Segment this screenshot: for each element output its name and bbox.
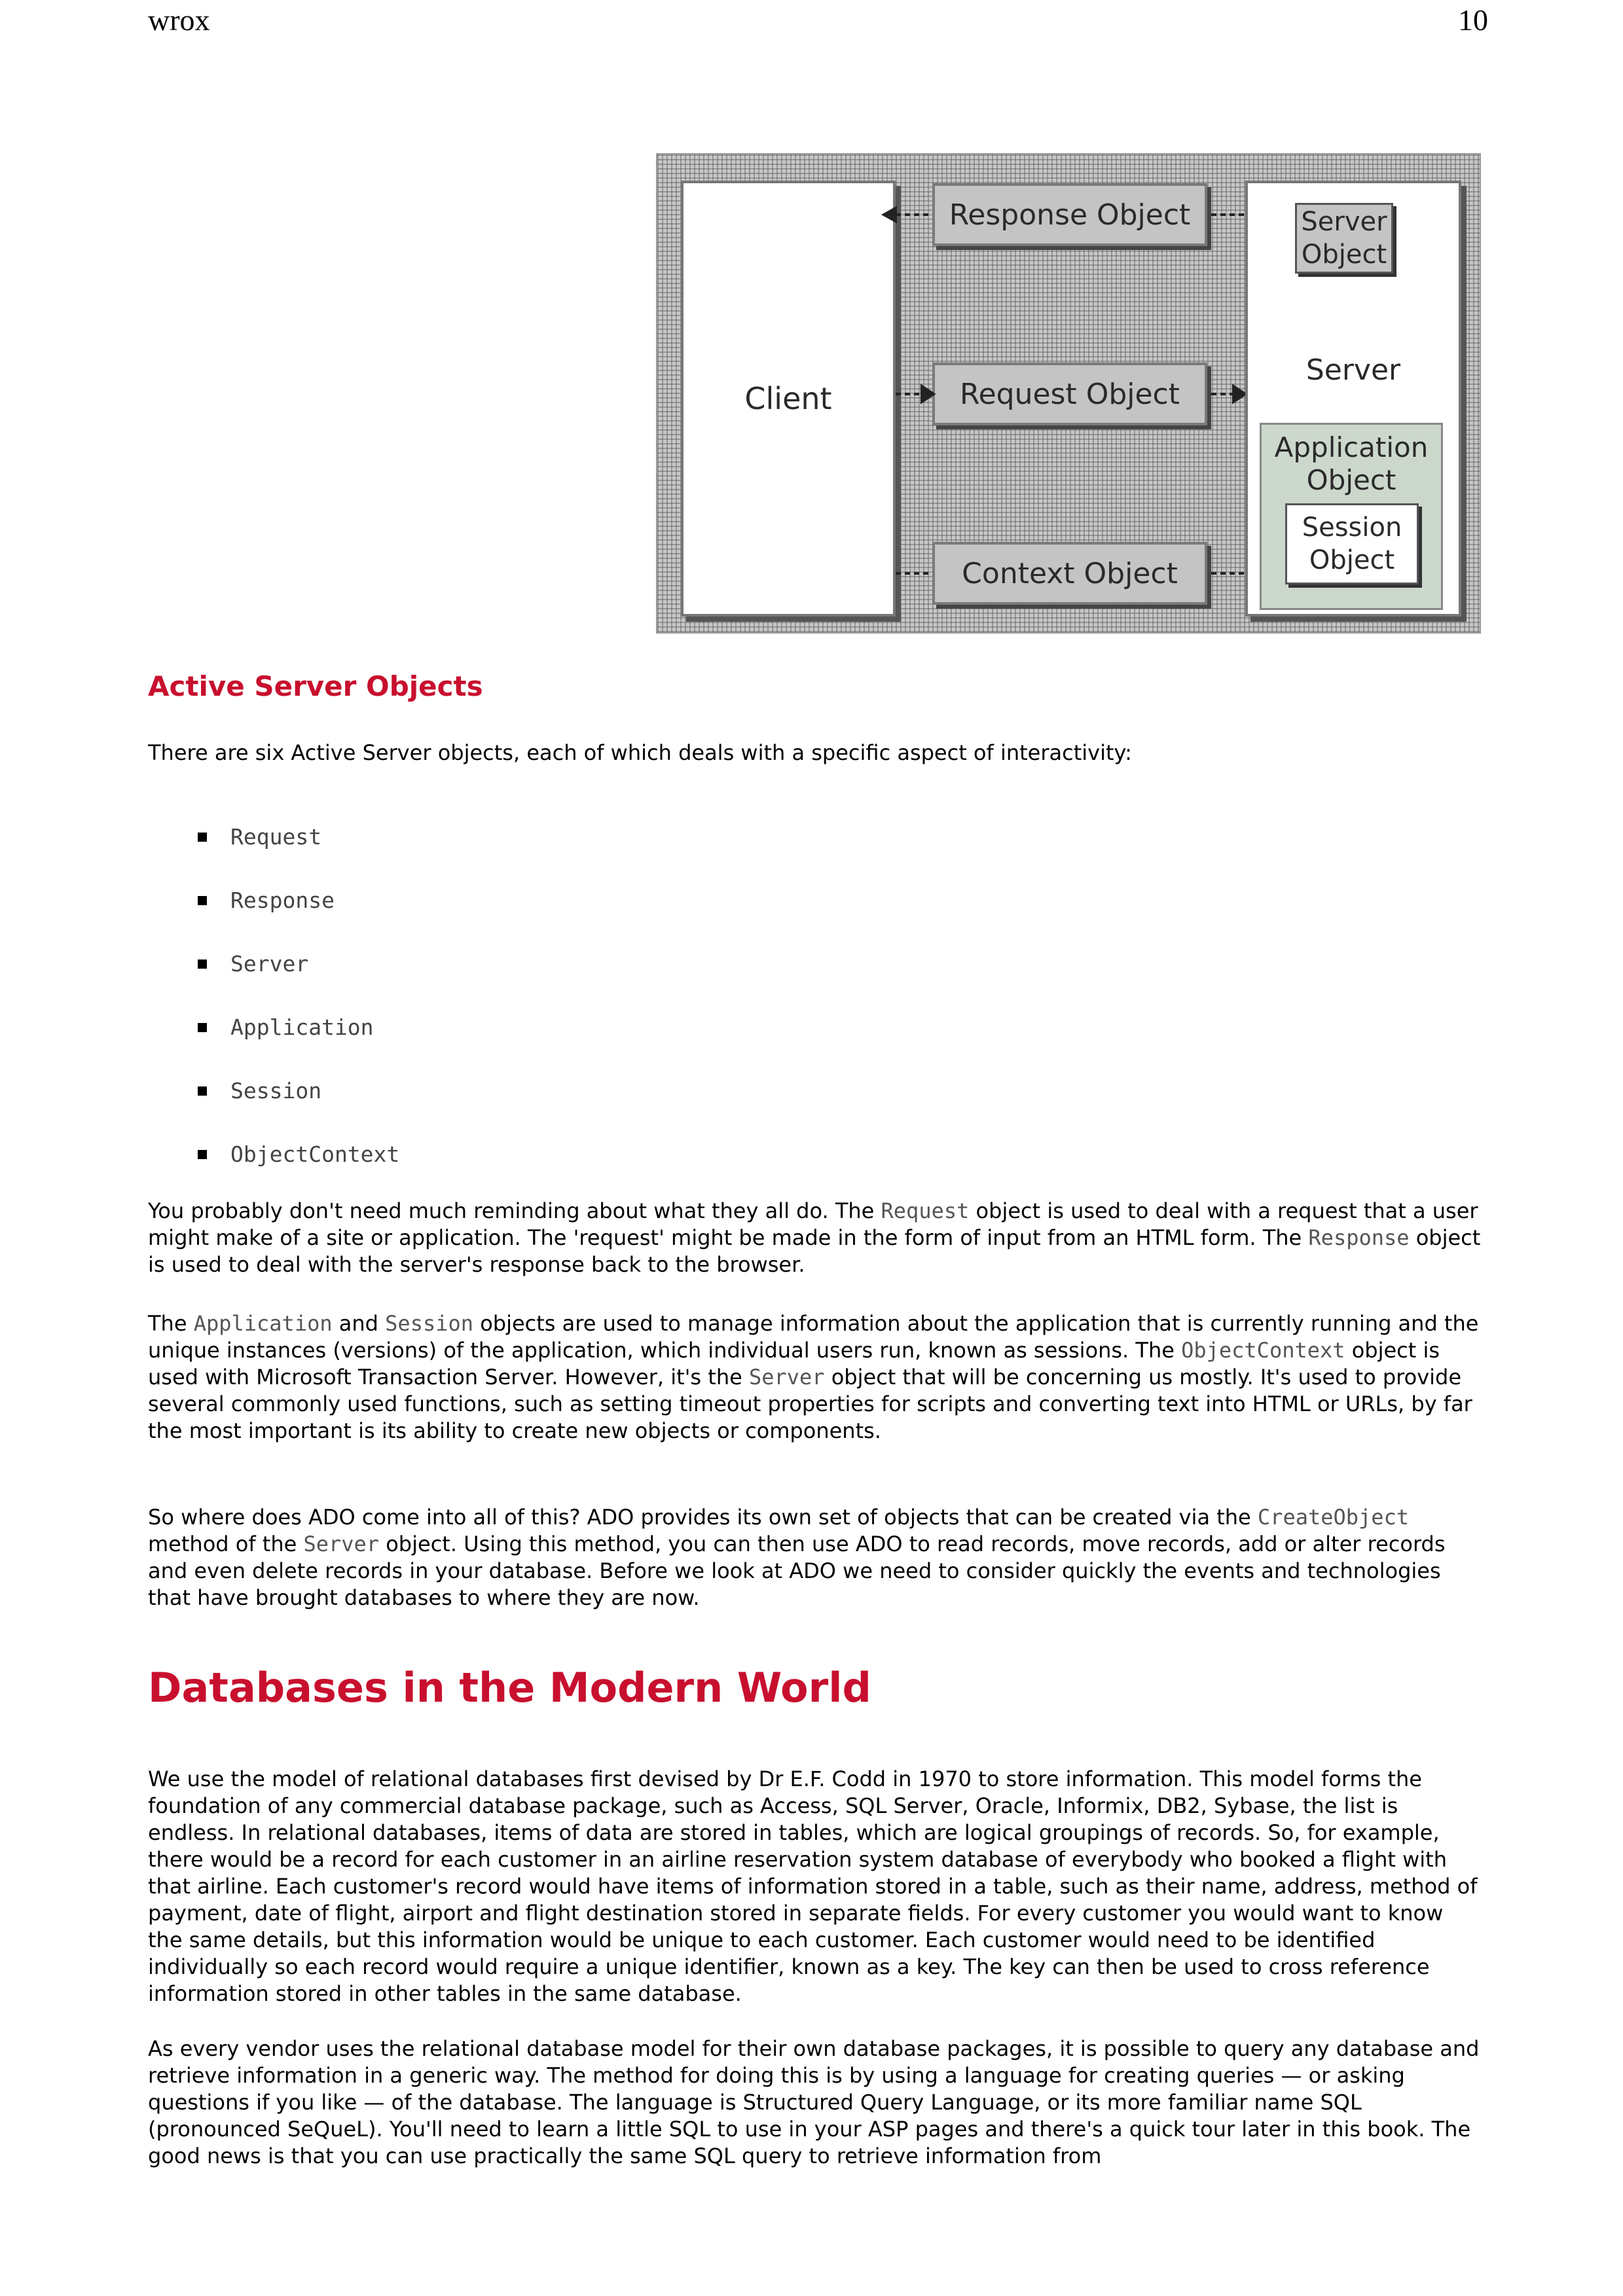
request-object-box: Request Object <box>932 363 1207 425</box>
list-item: Server <box>198 932 399 996</box>
application-object-box <box>1260 423 1443 610</box>
bullet-square-icon <box>198 833 207 842</box>
list-item: Response <box>198 869 399 932</box>
arrow-to-server <box>1233 386 1245 402</box>
bullet-square-icon <box>198 1150 207 1159</box>
running-header-publisher: wrox <box>148 3 210 37</box>
section-heading-active-server-objects: Active Server Objects <box>148 670 483 702</box>
arrow-to-client <box>884 208 896 221</box>
paragraph-application-session: The Application and Session objects are used to manage information about the application that is currently running and the unique instances (versions) of the application, which individual users run, known as sessions. The ObjectContext object is used with Microsoft Transaction Server. However, it's the Server object that will be concerning us mostly. It's used to provide several commonly used functions, such as setting timeout properties for scripts and converting text into HTML or URLs, by far the most important is its ability to create new objects or components. <box>148 1311 1479 1443</box>
bullet-square-icon <box>198 896 207 905</box>
intro-paragraph: There are six Active Server objects, each of which deals with a specific aspect of interactivity: <box>148 740 1132 765</box>
arrow-to-request <box>922 386 934 402</box>
session-object-box: Session Object <box>1285 503 1419 584</box>
server-object-box: Server Object <box>1295 203 1393 274</box>
page-number: 10 <box>1458 3 1488 37</box>
list-item: ObjectContext <box>198 1122 399 1186</box>
list-item: Session <box>198 1059 399 1122</box>
paragraph-relational-databases: We use the model of relational databases first devised by Dr E.F. Codd in 1970 to store information. This model forms the foundation of any commercial database package, such as Access, SQL Server, Oracle, Informix, DB2, Sybase, the list is endless. In relational databases, items of data are stored in tables, which are logical groupings of records. So, for example, there would be a record for each customer in an airline reservation system database of everybody who booked a flight with that airline. Each customer's record would have items of information stored in a table, such as their name, address, method of payment, date of flight, airport and flight destination stored in separate fields. For every customer you would want to know the same details, but this information would be unique to each customer. Each customer would need to be identified individually so each record would require a unique identifier, known as a key. The key can then be used to cross reference information stored in other tables in the same database. <box>148 1767 1478 2006</box>
context-object-box: Context Object <box>932 542 1207 605</box>
client-box: Client <box>681 181 896 617</box>
list-item: Request <box>198 805 399 869</box>
server-box <box>1245 181 1461 617</box>
paragraph-ado: So where does ADO come into all of this? ADO provides its own set of objects that can be created via the CreateObject method of the Server object. Using this method, you can then use ADO to read records, move records, add or alter records and even delete records in your database. Before we look at ADO we need to consider quickly the events and technologies that have brought databases to where they are now. <box>148 1505 1446 1610</box>
server-label: Server <box>1305 353 1401 387</box>
bullet-square-icon <box>198 1086 207 1096</box>
bullet-square-icon <box>198 960 207 969</box>
object-list <box>198 805 399 1186</box>
paragraph-objects-overview: You probably don't need much reminding about what they all do. The Request object is used to deal with a request that a user might make of a site or application. The 'request' might be made in the form of input from an HTML form. The Response object is used to deal with the server's response back to the browser. <box>148 1198 1481 1277</box>
asp-object-model-diagram <box>656 153 1481 634</box>
application-object-label: Application Object <box>1274 431 1429 496</box>
section-heading-databases: Databases in the Modern World <box>148 1664 871 1712</box>
paragraph-sql: As every vendor uses the relational database model for their own database packages, it is possible to query any database and retrieve information in a generic way. The method for doing this is by using a language for creating queries — or asking questions if you like — of the database. The language is Structured Query Language, or its more familiar name SQL (pronounced SeQueL). You'll need to learn a little SQL to use in your ASP pages and there's a quick tour later in this book. The good news is that you can use practically the same SQL query to retrieve information from <box>148 2036 1480 2168</box>
bullet-square-icon <box>198 1023 207 1032</box>
response-object-box: Response Object <box>932 183 1207 246</box>
list-item: Application <box>198 996 399 1059</box>
